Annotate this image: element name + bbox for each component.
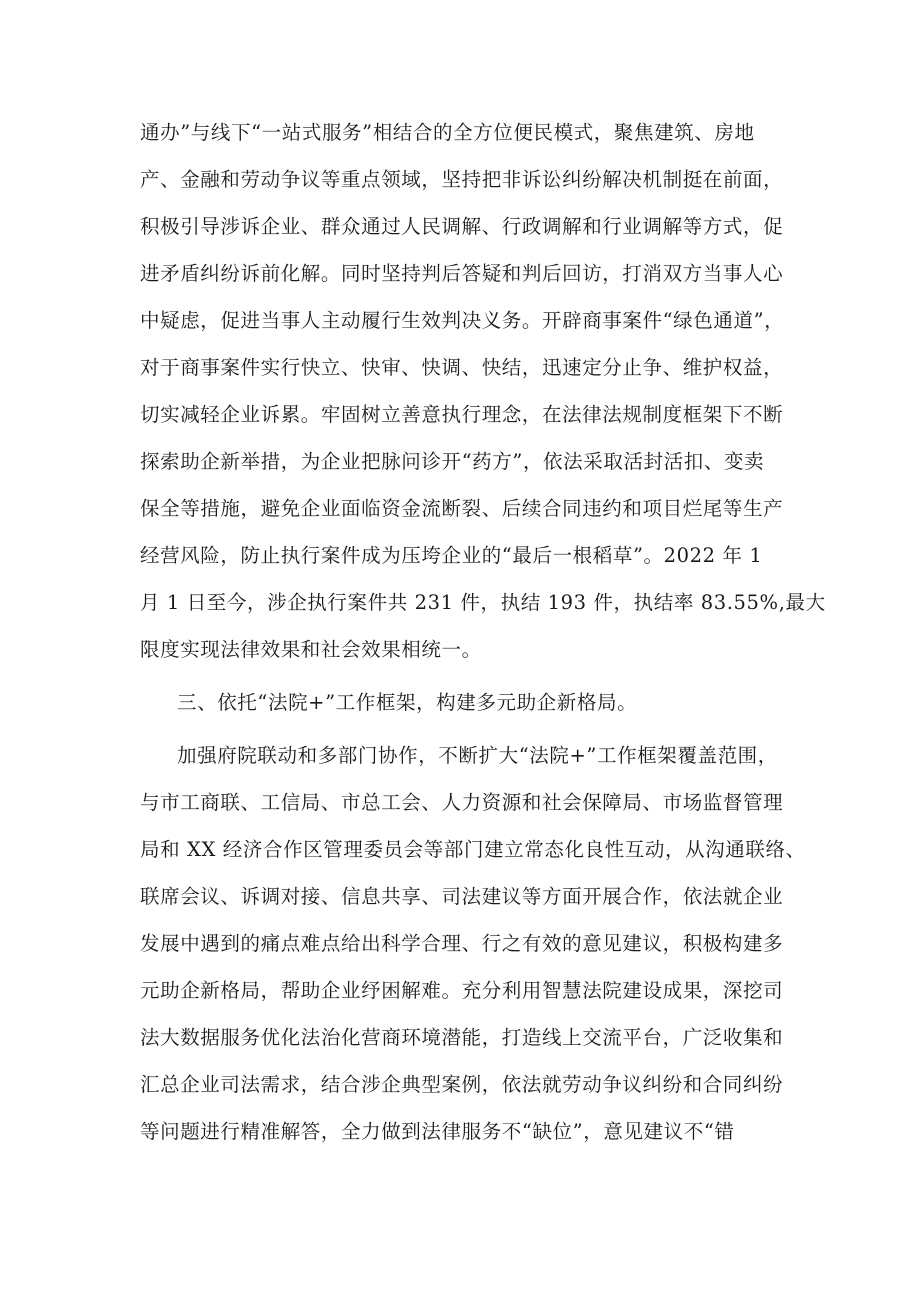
text-line: 等问题进行精准解答，全力做到法律服务不“缺位”，意见建议不“错 [140, 1120, 735, 1143]
text-line: 限度实现法律效果和社会效果相统一。 [140, 638, 482, 661]
text-line: 探索助企新举措，为企业把脉问诊开“药方”，依法采取活封活扣、变卖 [140, 450, 765, 473]
text-line: 局和 XX 经济合作区管理委员会等部门建立常态化良性互动，从沟通联络、 [140, 838, 806, 861]
text-line: 产、金融和劳动争议等重点领域，坚持把非诉讼纠纷解决机制挺在前面， [140, 168, 784, 191]
section-heading: 三、依托“法院+”工作框架，构建多元助企新格局。 [177, 691, 638, 714]
text-line: 与市工商联、工信局、市总工会、人力资源和社会保障局、市场监督管理 [140, 791, 784, 814]
text-line: 中疑虑，促进当事人主动履行生效判决义务。开辟商事案件“绿色通道”， [140, 309, 785, 332]
text-line: 联席会议、诉调对接、信息共享、司法建议等方面开展合作，依法就企业 [140, 885, 784, 908]
text-line: 切实减轻企业诉累。牢固树立善意执行理念，在法律法规制度框架下不断 [140, 403, 784, 426]
text-line: 经营风险，防止执行案件成为压垮企业的“最后一根稻草”。2022 年 1 [140, 544, 763, 567]
text-line: 进矛盾纠纷诉前化解。同时坚持判后答疑和判后回访，打消双方当事人心 [140, 262, 784, 285]
text-line: 汇总企业司法需求，结合涉企典型案例，依法就劳动争议纠纷和合同纠纷 [140, 1073, 784, 1096]
text-line: 积极引导涉诉企业、群众通过人民调解、行政调解和行业调解等方式，促 [140, 215, 784, 238]
text-line: 元助企新格局，帮助企业纾困解难。充分利用智慧法院建设成果，深挖司 [140, 979, 784, 1002]
text-line: 月 1 日至今，涉企执行案件共 231 件，执结 193 件，执结率 83.55%,最大 [140, 591, 826, 614]
text-line: 发展中遇到的痛点难点给出科学合理、行之有效的意见建议，积极构建多 [140, 932, 784, 955]
text-line: 保全等措施，避免企业面临资金流断裂、后续合同违约和项目烂尾等生产 [140, 497, 784, 520]
text-line: 加强府院联动和多部门协作，不断扩大“法院+”工作框架覆盖范围， [177, 744, 778, 767]
text-line: 对于商事案件实行快立、快审、快调、快结，迅速定分止争、维护权益， [140, 356, 784, 379]
text-line: 法大数据服务优化法治化营商环境潜能，打造线上交流平台，广泛收集和 [140, 1026, 784, 1049]
text-line: 通办”与线下“一站式服务”相结合的全方位便民模式，聚焦建筑、房地 [140, 121, 755, 144]
